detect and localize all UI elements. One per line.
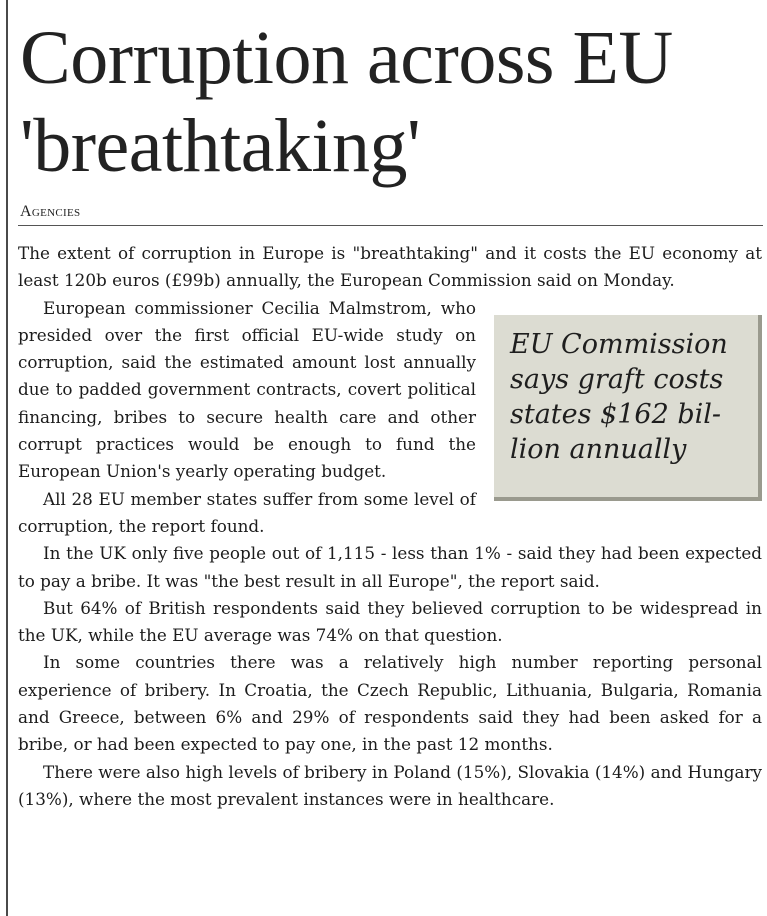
paragraph-1: The extent of corruption in Europe is "breathtaking" and it costs the EU economy at least 120b euros (£99b) annually, the European Commission said on Monday. [18,243,762,291]
article-body [18,240,762,813]
pull-quote: EU Commission says graft costs states $162 bil-lion annually [494,315,762,501]
paragraph-2-text: European commissioner Cecilia Malmstrom, who presided over the first official EU-wide study on corruption, said the estimated amount lost annually due to padded government contracts, covert political financing, bribes to secure health care and other corrupt practices would be enough to fund the European Union's yearly operating budget. [18,297,476,482]
byline: Agencies [20,203,81,220]
paragraph-7: There were also high levels of bribery in Poland (15%), Slovakia (14%) and Hungary (13%), where the most prevalent instances were in healthcare. [18,761,762,809]
paragraph-6: In some countries there was a relatively high number reporting personal experience of bribery. In Croatia, the Czech Republic, Lithuania, Bulgaria, Romania and Greece, between 6% and 29% of respondents said they had been asked for a bribe, or had been expected to pay one, in the past 12 months. [18,652,762,755]
paragraph-4: In the UK only five people out of 1,115 - less than 1% - said they had been expected to pay a bribe. It was "the best result in all Europe", the report said. [18,543,762,591]
byline-divider [18,225,763,226]
paragraph-2 [18,295,762,486]
paragraph-5: But 64% of British respondents said they believed corruption to be widespread in the UK, while the EU average was 74% on that question. [18,597,762,646]
column-rule [6,0,8,916]
paragraph-3: All 28 EU member states suffer from some level of corruption, the report found. [18,488,476,536]
headline: Corruption across EU 'breathtaking' [20,16,673,188]
